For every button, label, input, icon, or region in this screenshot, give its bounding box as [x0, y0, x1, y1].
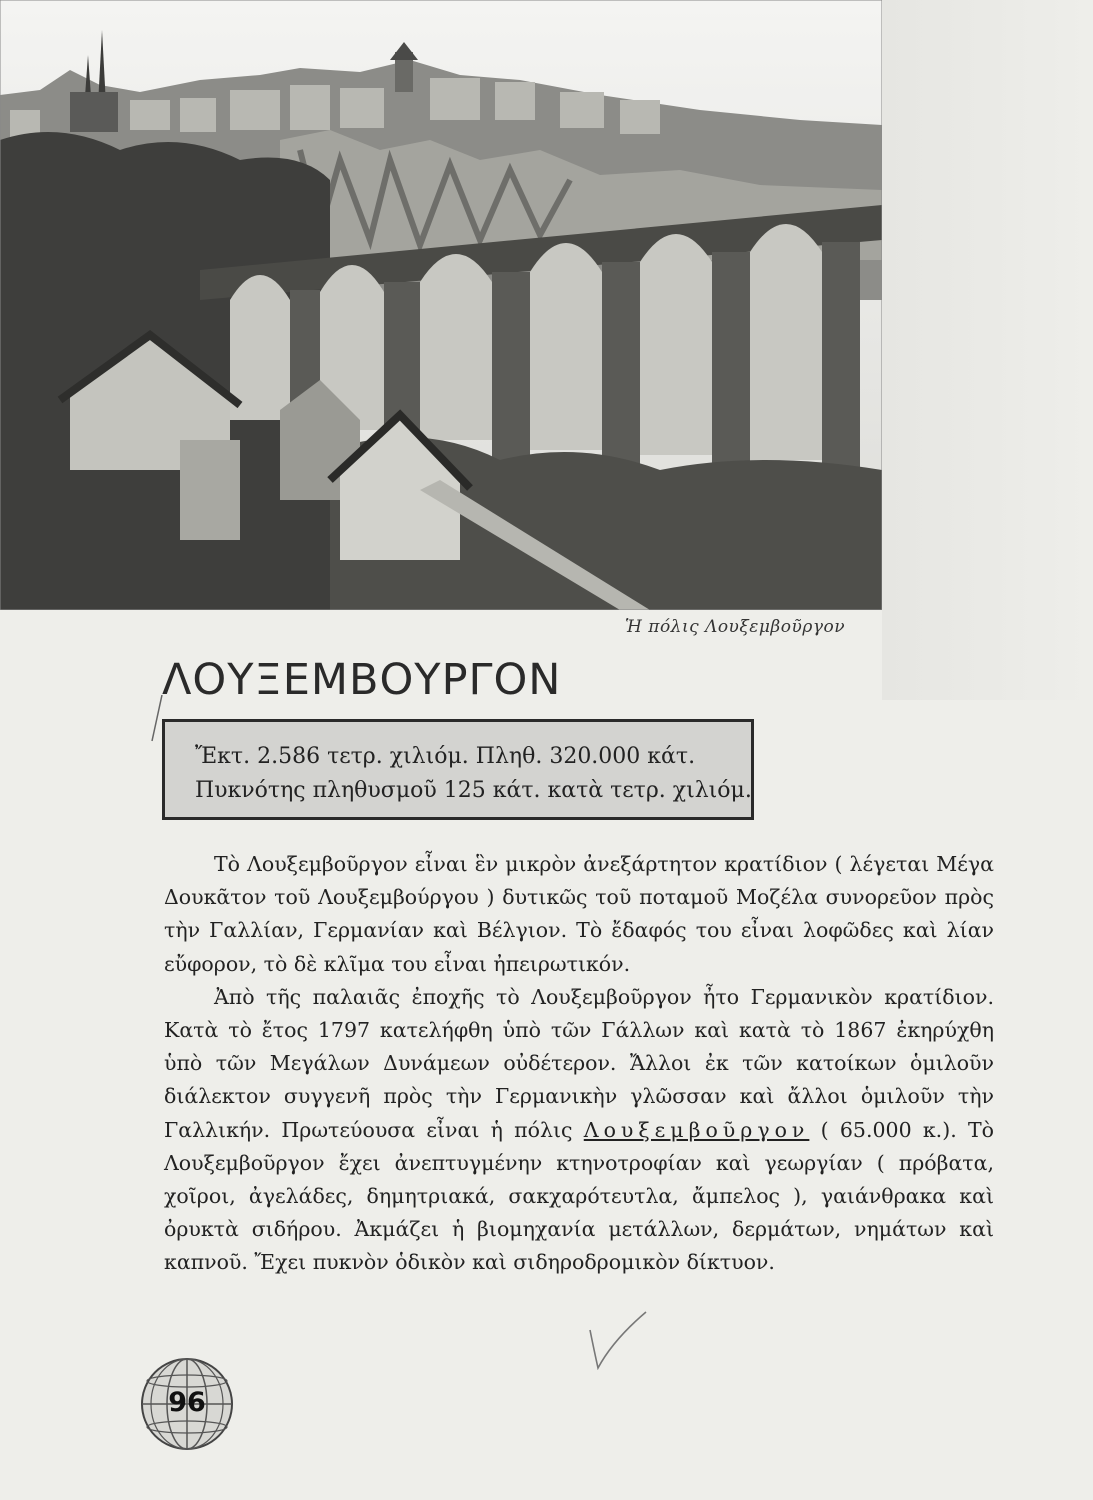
stat-area-population: Ἔκτ. 2.586 τετρ. χιλιόμ. Πληθ. 320.000 κάτ. [195, 744, 696, 769]
stat-density: Πυκνότης πληθυσμοῦ 125 κάτ. κατὰ τετρ. χιλιόμ. [195, 778, 752, 803]
page-bleed-texture [882, 0, 1093, 700]
photo-caption: Ἡ πόλις Λουξεμβοῦργον [625, 617, 846, 637]
page-number: 96 [168, 1387, 206, 1418]
city-viaduct-photo [0, 0, 882, 610]
statistics-box [162, 719, 754, 820]
pencil-checkmark-icon [588, 1310, 648, 1370]
page-title: ΛΟΥΞΕΜΒΟΥΡΓΟΝ [162, 655, 562, 705]
capital-city-name: Λουξεμβοῦργον [583, 1117, 810, 1142]
paragraph-1: Τὸ Λουξεμβοῦργον εἶναι ἓν μικρὸν ἀνεξάρτητον κρατίδιον ( λέγεται Μέγα Δουκᾶτον τοῦ Λουξεμβούργου ) δυτικῶς τοῦ ποταμοῦ Μοζέλα συνορεῦον πρὸς τὴν Γαλλίαν, Γερμανίαν καὶ Βέλγιον. Τὸ ἔδαφός του εἶναι λοφῶδες καὶ λίαν εὔφορον, τὸ δὲ κλῖμα του εἶναι ἠπειρωτικόν. [164, 852, 994, 976]
paragraph-2 [164, 981, 994, 1280]
article-body [164, 848, 994, 1280]
paragraph-2-part-b: ( 65.000 κ.). Τὸ Λουξεμβοῦργον ἔχει ἀνεπτυγμένην κτηνοτροφίαν καὶ γεωργίαν ( πρόβατα, χοῖροι, ἀγελάδες, δημητριακά, σακχαρότευτλα, ἄμπελος ), γαιάνθρακα καὶ ὀρυκτὰ σιδήρου. Ἀκμάζει ἡ βιομηχανία μετάλλων, δερμάτων, νημάτων καὶ καπνοῦ. Ἔχει πυκνὸν ὁδικὸν καὶ σιδηροδρομικὸν δίκτυον. [164, 1117, 994, 1275]
paragraph-2-part-a: Ἀπὸ τῆς παλαιᾶς ἐποχῆς τὸ Λουξεμβοῦργον ἦτο Γερμανικὸν κρατίδιον. Κατὰ τὸ ἔτος 1797 κατελήφθη ὑπὸ τῶν Γάλλων καὶ κατὰ τὸ 1867 ἐκηρύχθη ὑπὸ τῶν Μεγάλων Δυνάμεων οὐδέτερον. Ἄλλοι ἐκ τῶν κατοίκων ὁμιλοῦν διάλεκτον συγγενῆ πρὸς τὴν Γερμανικὴν γλῶσσαν καὶ ἄλλοι ὁμιλοῦν τὴν Γαλλικήν. Πρωτεύουσα εἶναι ἡ πόλις [164, 984, 994, 1142]
